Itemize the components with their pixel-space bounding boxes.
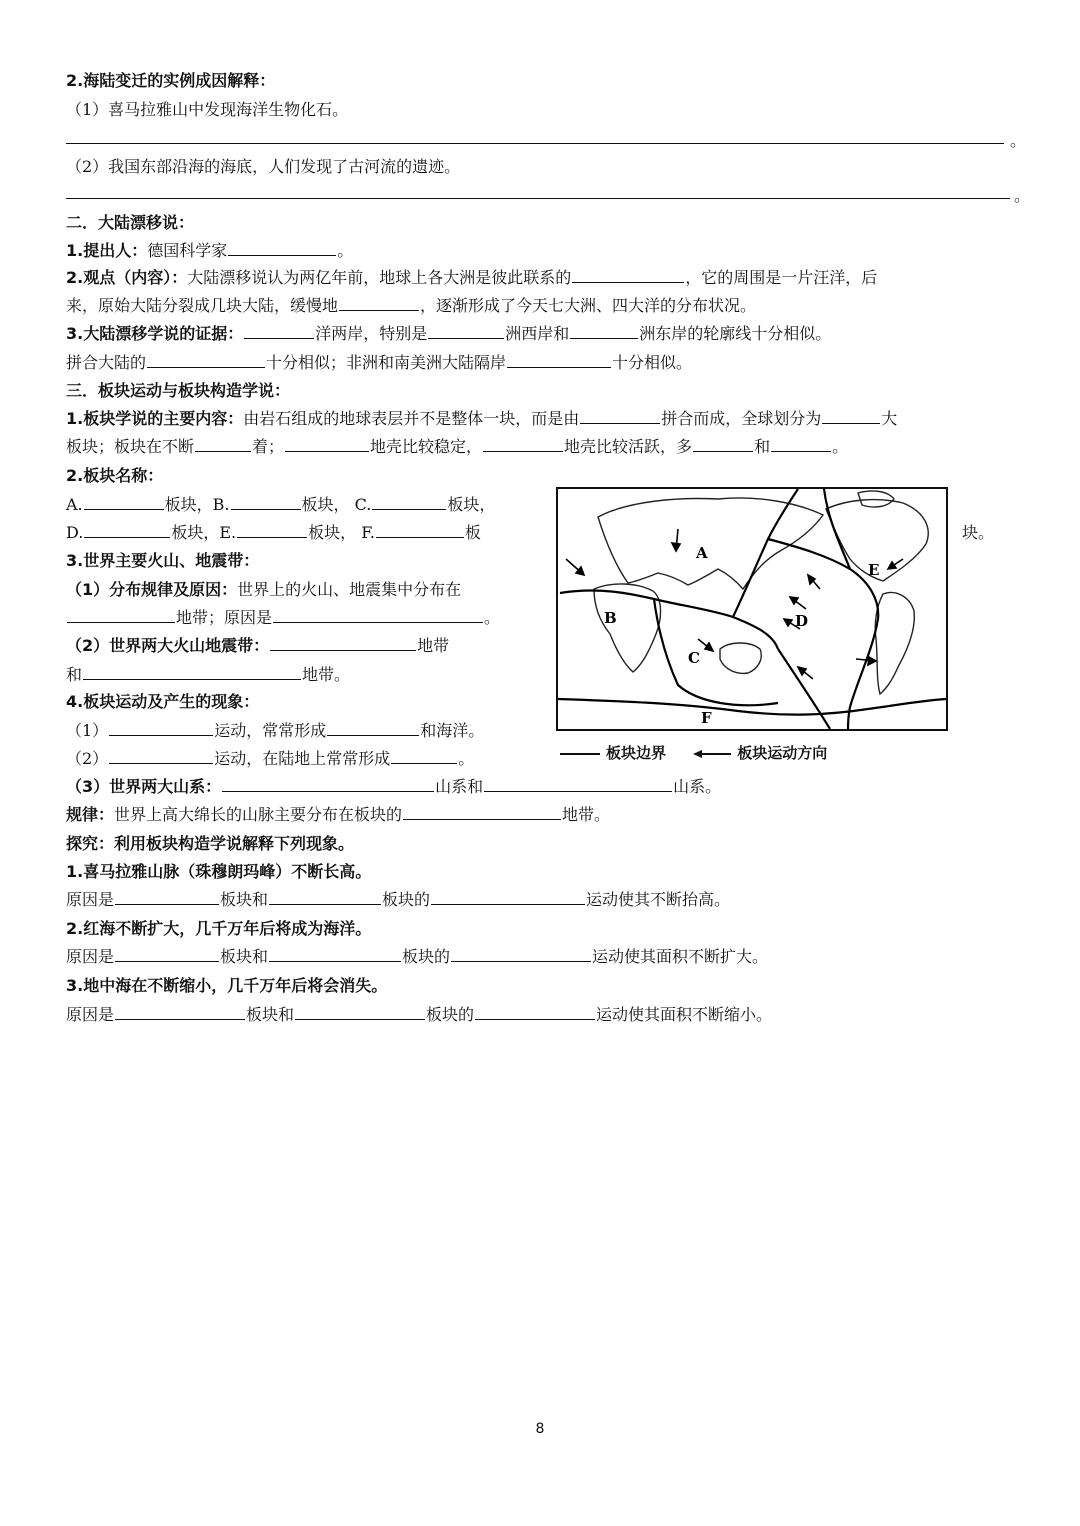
text: 原因是 — [66, 890, 115, 909]
blank[interactable] — [771, 437, 831, 452]
landmass-eurasia — [598, 498, 823, 589]
question-1: （1）喜马拉雅山中发现海洋生物化石。 — [66, 100, 349, 119]
blank[interactable] — [403, 805, 561, 820]
plate-names-line-2 — [66, 523, 481, 543]
text: 原因是 — [66, 947, 115, 966]
answer-end-2: 。 — [1014, 186, 1031, 205]
plate-map-svg — [558, 489, 946, 729]
text: 运动使其面积不断扩大。 — [592, 947, 769, 966]
section-3-title: 三．板块运动与板块构造学说： — [66, 381, 291, 400]
explore-title: 探究：利用板块构造学说解释下列现象。 — [66, 834, 355, 853]
blank[interactable] — [428, 324, 504, 339]
landmass-australia — [720, 643, 761, 673]
blank[interactable] — [270, 636, 416, 651]
motion-arrowhead — [705, 643, 713, 651]
motion-arrowhead — [888, 562, 896, 569]
text: 十分相似；非洲和南美洲大陆隔岸 — [266, 353, 507, 372]
text: 板块和 — [220, 947, 269, 966]
text: 原因是 — [66, 1005, 115, 1024]
blank-a[interactable] — [84, 495, 164, 510]
blank[interactable] — [269, 947, 401, 962]
page-number: 8 — [535, 1421, 545, 1437]
text: 板块和 — [246, 1005, 295, 1024]
text: 地带；原因是 — [176, 608, 273, 627]
label: （3）世界两大山系： — [66, 777, 222, 796]
text: 运动，常常形成 — [214, 721, 327, 740]
text: D. — [66, 523, 84, 542]
text: 板块， C. — [301, 495, 372, 514]
label: 3.大陆漂移学说的证据： — [66, 324, 244, 343]
text: 地壳比较稳定， — [370, 437, 483, 456]
blank[interactable] — [507, 353, 611, 368]
text: 板块，E. — [171, 523, 237, 542]
text: 运动，在陆地上常常形成 — [214, 749, 391, 768]
motion-arrowhead — [868, 657, 876, 665]
blank[interactable] — [83, 665, 301, 680]
blank-b[interactable] — [231, 495, 301, 510]
blank[interactable] — [391, 749, 457, 764]
text: 板块和 — [220, 890, 269, 909]
text: 。 — [337, 241, 354, 260]
plate-label-b: B — [604, 609, 617, 627]
motion-line-2 — [66, 749, 474, 769]
landmass-south-america — [875, 593, 914, 694]
blank[interactable] — [244, 324, 314, 339]
blank[interactable] — [115, 1005, 245, 1020]
text: 地带 — [417, 636, 450, 655]
text: 洲西岸和 — [505, 324, 570, 343]
plate-label-e: E — [868, 561, 880, 579]
blank-f[interactable] — [376, 523, 464, 538]
label: 2.观点（内容）： — [66, 268, 188, 287]
blank[interactable] — [572, 268, 684, 283]
evidence-line-2 — [66, 353, 692, 373]
blank[interactable] — [109, 749, 213, 764]
motion-arrowhead — [672, 543, 680, 551]
section-2-title: 二．大陆漂移说： — [66, 213, 195, 232]
blank[interactable] — [451, 947, 591, 962]
blank-c[interactable] — [372, 495, 446, 510]
plate-label-a: A — [696, 544, 708, 562]
answer-end-1: 。 — [1010, 131, 1027, 150]
blank[interactable] — [109, 721, 213, 736]
motion-title: 4.板块运动及产生的现象： — [66, 692, 260, 711]
text: 板块；板块在不断 — [66, 437, 195, 456]
text: 洋两岸，特别是 — [315, 324, 428, 343]
text: 大陆漂移说认为两亿年前，地球上各大洲是彼此联系的 — [187, 268, 572, 287]
plate-boundary-5 — [768, 539, 878, 729]
blank[interactable] — [327, 721, 419, 736]
explore-2-answer — [66, 947, 768, 967]
blank[interactable] — [822, 409, 880, 424]
blank[interactable] — [339, 296, 419, 311]
text: 和 — [66, 665, 83, 684]
label: 1.提出人： — [66, 241, 148, 260]
text: 板块，B. — [164, 495, 230, 514]
label: （2）世界两大火山地震带： — [66, 636, 270, 655]
question-2: （2）我国东部沿海的海底，人们发现了古河流的遗迹。 — [66, 157, 461, 176]
blank[interactable] — [222, 777, 434, 792]
text: 和 — [754, 437, 771, 456]
answer-line-2[interactable] — [66, 198, 1010, 199]
text: 世界上的火山、地震集中分布在 — [237, 580, 462, 599]
text: 。 — [458, 749, 475, 768]
text: 着； — [252, 437, 285, 456]
text: A. — [66, 495, 83, 514]
text: 拼合而成，全球划分为 — [661, 409, 822, 428]
text: 十分相似。 — [612, 353, 693, 372]
viewpoint-line-2 — [66, 296, 756, 316]
explore-1-answer — [66, 890, 730, 910]
text: 来，原始大陆分裂成几块大陆，缓慢地 — [66, 296, 339, 315]
volcano-line-4 — [66, 665, 350, 685]
text: 板块， F. — [308, 523, 375, 542]
text: 山系。 — [673, 777, 722, 796]
motion-line-1 — [66, 721, 484, 741]
legend-boundary-label: 板块边界 — [606, 744, 667, 762]
text: 板块的 — [402, 947, 451, 966]
plate-label-c: C — [688, 649, 700, 667]
blank[interactable] — [195, 437, 251, 452]
blank[interactable] — [285, 437, 369, 452]
plate-boundary-7 — [558, 699, 946, 715]
text: ，逐渐形成了今天七大洲、四大洋的分布状况。 — [420, 296, 757, 315]
text: 世界上高大绵长的山脉主要分布在板块的 — [114, 805, 403, 824]
evidence-line — [66, 324, 831, 344]
text: 由岩石组成的地球表层并不是整体一块，而是由 — [243, 409, 580, 428]
plate-label-f: F — [701, 709, 712, 727]
rule-line — [66, 805, 610, 825]
blank[interactable] — [431, 890, 585, 905]
blank-e[interactable] — [237, 523, 307, 538]
text: 板块的 — [426, 1005, 475, 1024]
plate-label-d: D — [795, 612, 809, 630]
text: 运动使其不断抬高。 — [586, 890, 731, 909]
content-line — [66, 409, 897, 429]
text: 运动使其面积不断缩小。 — [596, 1005, 773, 1024]
blank[interactable] — [115, 947, 219, 962]
volcano-line-2 — [66, 608, 500, 628]
content-line-2 — [66, 437, 848, 457]
volcano-line-1 — [66, 580, 461, 600]
blank[interactable] — [693, 437, 753, 452]
text: ，它的周围是一片汪洋，后 — [685, 268, 878, 287]
text: 。 — [832, 437, 849, 456]
blank[interactable] — [273, 608, 483, 623]
map-legend — [560, 742, 827, 763]
plate-map — [556, 487, 948, 731]
legend-direction-label: 板块运动方向 — [737, 744, 828, 762]
text: 德国科学家 — [147, 241, 228, 260]
explore-2-title: 2.红海不断扩大，几千万年后将成为海洋。 — [66, 919, 372, 938]
blank[interactable] — [147, 353, 265, 368]
text: 板块， — [447, 495, 496, 514]
blank[interactable] — [484, 777, 672, 792]
blank[interactable] — [67, 608, 175, 623]
plate-boundary-3 — [778, 649, 830, 729]
motion-arrowhead — [798, 667, 806, 675]
text: 板 — [464, 523, 481, 542]
answer-line-1[interactable] — [66, 143, 1004, 144]
motion-line-3 — [66, 777, 721, 797]
plate-names-tail: 块。 — [962, 523, 995, 542]
text: 地带。 — [302, 665, 351, 684]
plate-boundary-2 — [654, 599, 778, 705]
explore-3-answer — [66, 1005, 772, 1025]
subsection-title: 2.海陆变迁的实例成因解释： — [66, 71, 276, 90]
blank[interactable] — [269, 890, 381, 905]
blank[interactable] — [580, 409, 660, 424]
direction-arrow-icon — [693, 749, 731, 759]
text: 山系和 — [435, 777, 484, 796]
text: 板块的 — [382, 890, 431, 909]
blank[interactable] — [115, 890, 219, 905]
proposer-line — [66, 241, 353, 261]
text: 洲东岸的轮廓线十分相似。 — [639, 324, 832, 343]
blank-d[interactable] — [84, 523, 170, 538]
text: 大 — [881, 409, 898, 428]
blank[interactable] — [570, 324, 638, 339]
text: 地带。 — [562, 805, 611, 824]
explore-1-title: 1.喜马拉雅山脉（珠穆朗玛峰）不断长高。 — [66, 862, 372, 881]
blank[interactable] — [228, 241, 336, 256]
volcano-line-3 — [66, 636, 449, 656]
text: 。 — [484, 608, 501, 627]
text: 拼合大陆的 — [66, 353, 147, 372]
blank[interactable] — [483, 437, 563, 452]
boundary-line-icon — [560, 753, 600, 755]
text: （1） — [66, 721, 109, 740]
plate-boundary-4 — [733, 489, 798, 617]
motion-arrowhead — [784, 619, 792, 626]
plate-names-line-1 — [66, 495, 495, 515]
viewpoint-line — [66, 268, 877, 288]
blank[interactable] — [295, 1005, 425, 1020]
text: （2） — [66, 749, 109, 768]
text: 地壳比较活跃，多 — [564, 437, 693, 456]
label: 规律： — [66, 805, 115, 824]
explore-3-title: 3.地中海在不断缩小，几千万年后将会消失。 — [66, 976, 388, 995]
volcano-title: 3.世界主要火山、地震带： — [66, 551, 260, 570]
plate-names-title: 2.板块名称： — [66, 466, 164, 485]
label: （1）分布规律及原因： — [66, 580, 238, 599]
label: 1.板块学说的主要内容： — [66, 409, 244, 428]
blank[interactable] — [475, 1005, 595, 1020]
plate-boundary-1 — [560, 591, 778, 649]
text: 和海洋。 — [420, 721, 485, 740]
